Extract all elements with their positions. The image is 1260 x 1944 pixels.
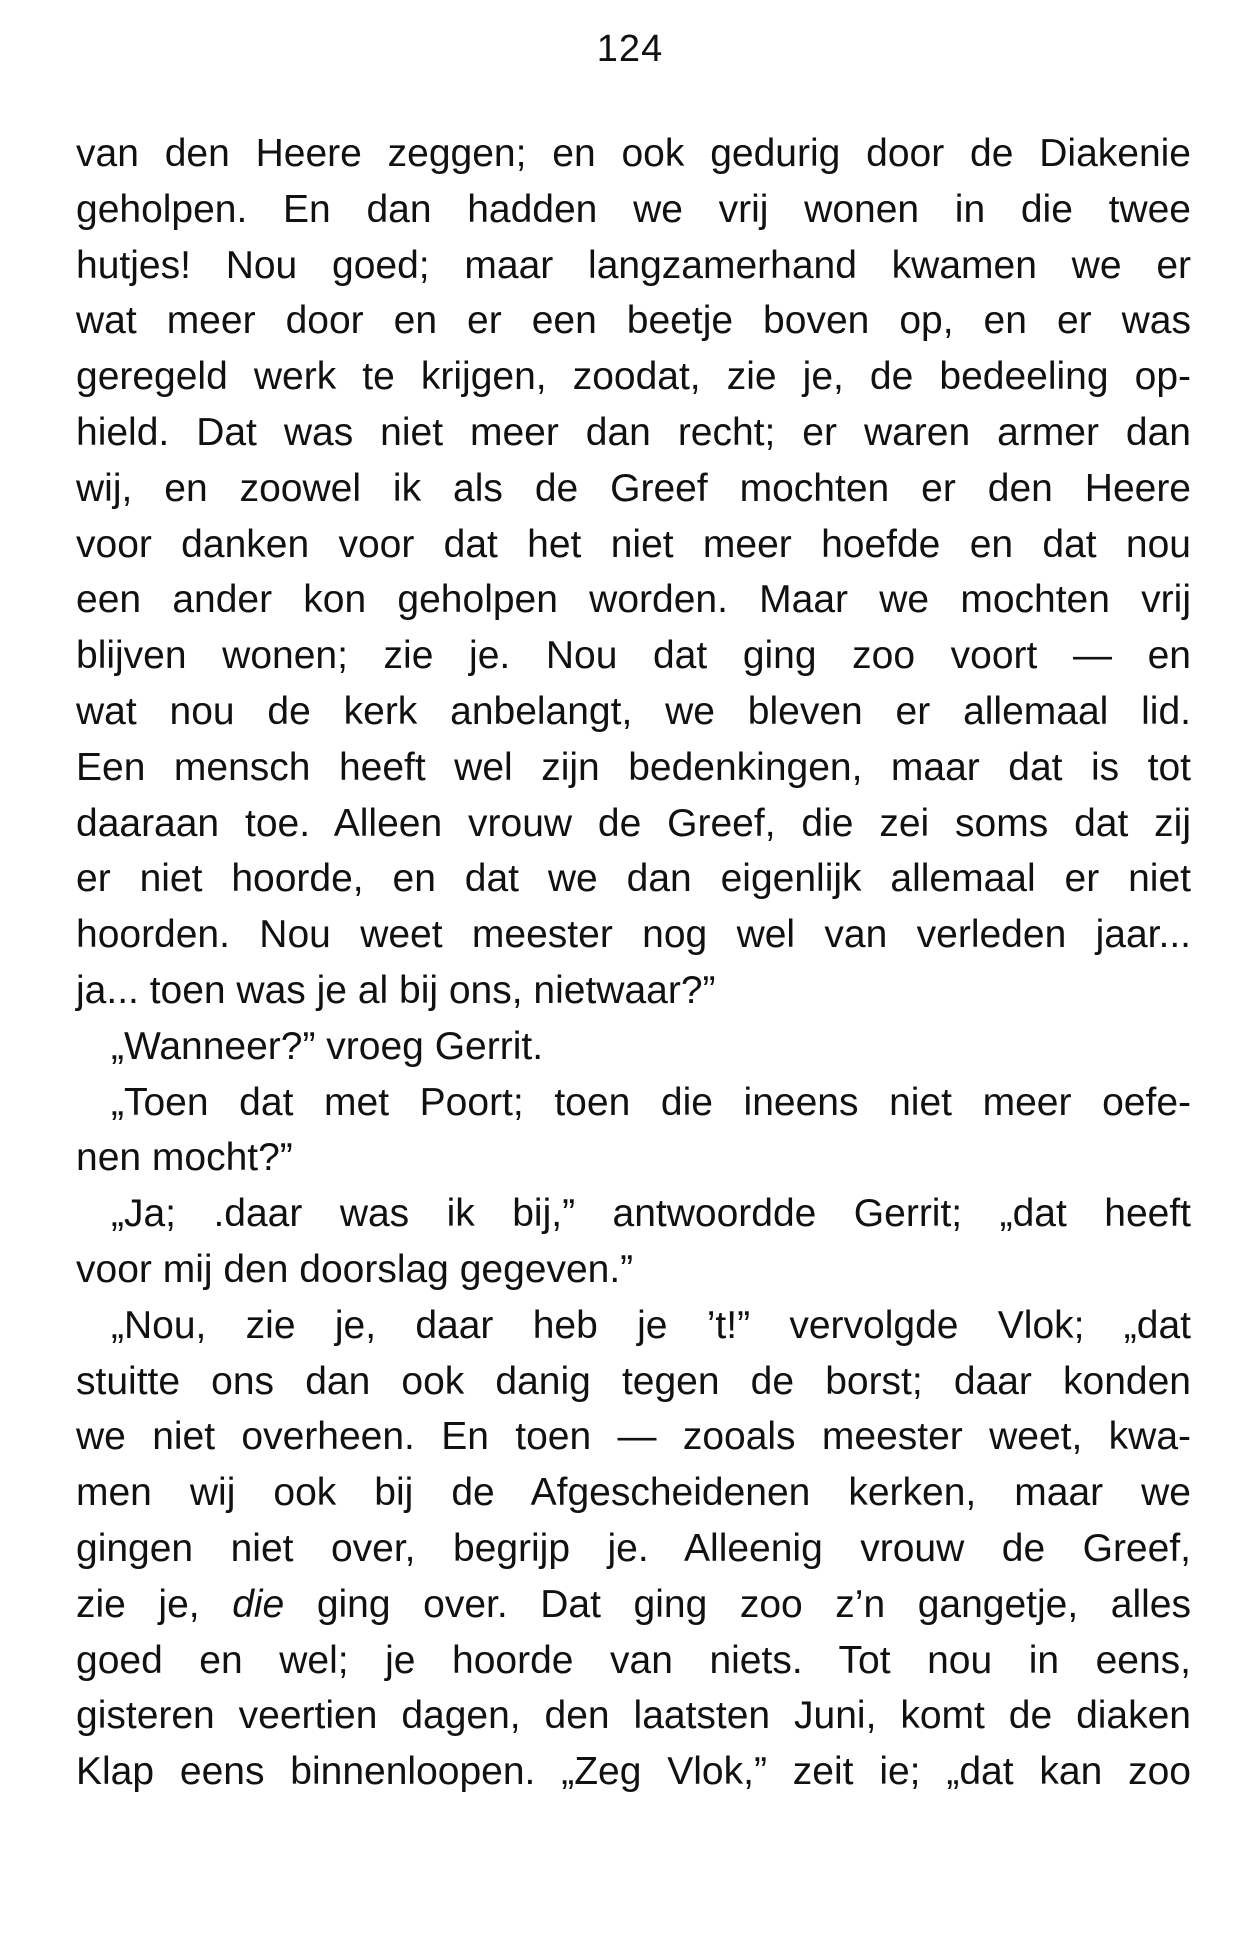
text-line: nen mocht?” [76,1136,293,1180]
italic-word: die [232,1582,285,1626]
text-line: er niet hoorde, en dat we dan eigenlijk allemaal er niet [76,857,1191,901]
text-line: voor danken voor dat het niet meer hoefde en dat nou [76,522,1191,566]
text-line: hutjes! Nou goed; maar langzamerhand kwamen we er [76,243,1191,287]
text-line: wat nou de kerk anbelangt, we bleven er allemaal lid. [76,689,1191,733]
text-line: voor mij den doorslag gegeven.” [76,1247,634,1291]
text-line: daaraan toe. Alleen vrouw de Greef, die zei soms dat zij [76,801,1191,845]
text-line: gisteren veertien dagen, den laatsten Juni, komt de diaken [76,1694,1191,1738]
text-line: een ander kon geholpen worden. Maar we mochten vrij [76,578,1191,622]
text-line [76,1577,1191,1633]
text-line: geholpen. En dan hadden we vrij wonen in die twee [76,187,1191,231]
text-line: blijven wonen; zie je. Nou dat ging zoo voort — en [76,634,1191,678]
text-line: Een mensch heeft wel zijn bedenkingen, maar dat is tot [76,745,1191,789]
text-line: Klap eens binnenloopen. „Zeg Vlok,” zeit ie; „dat kan zoo [76,1750,1191,1794]
text-segment: ging over. Dat ging zoo z’n gangetje, alles [284,1582,1191,1626]
text-line: gingen niet over, begrijp je. Alleenig vrouw de Greef, [76,1526,1191,1570]
text-segment: zie je, [76,1582,233,1626]
text-line: „Wanneer?” vroeg Gerrit. [111,1024,544,1068]
text-line: wij, en zoowel ik als de Greef mochten er den Heere [76,466,1191,510]
page-number: 124 [596,28,664,70]
text-line: „Ja; .daar was ik bij,” antwoordde Gerrit; „dat heeft [111,1192,1191,1236]
text-line: we niet overheen. En toen — zooals meester weet, kwa- [76,1415,1191,1459]
text-line: ja... toen was je al bij ons, nietwaar?” [76,968,716,1012]
text-line: hoorden. Nou weet meester nog wel van verleden jaar... [76,913,1191,957]
text-line: stuitte ons dan ook danig tegen de borst; daar konden [76,1359,1191,1403]
text-line: goed en wel; je hoorde van niets. Tot nou in eens, [76,1638,1191,1682]
text-line: hield. Dat was niet meer dan recht; er waren armer dan [76,410,1191,454]
text-line: van den Heere zeggen; en ook gedurig door de Diakenie [76,132,1191,175]
text-line: „Toen dat met Poort; toen die ineens niet meer oefe- [111,1080,1191,1124]
body-text [76,126,1191,1800]
text-line: geregeld werk te krijgen, zoodat, zie je, de bedeeling op- [76,355,1191,399]
text-line: wat meer door en er een beetje boven op, en er was [76,299,1191,343]
text-line: „Nou, zie je, daar heb je ’t!” vervolgde Vlok; „dat [111,1303,1191,1347]
text-line: men wij ook bij de Afgescheidenen kerken, maar we [76,1471,1191,1515]
